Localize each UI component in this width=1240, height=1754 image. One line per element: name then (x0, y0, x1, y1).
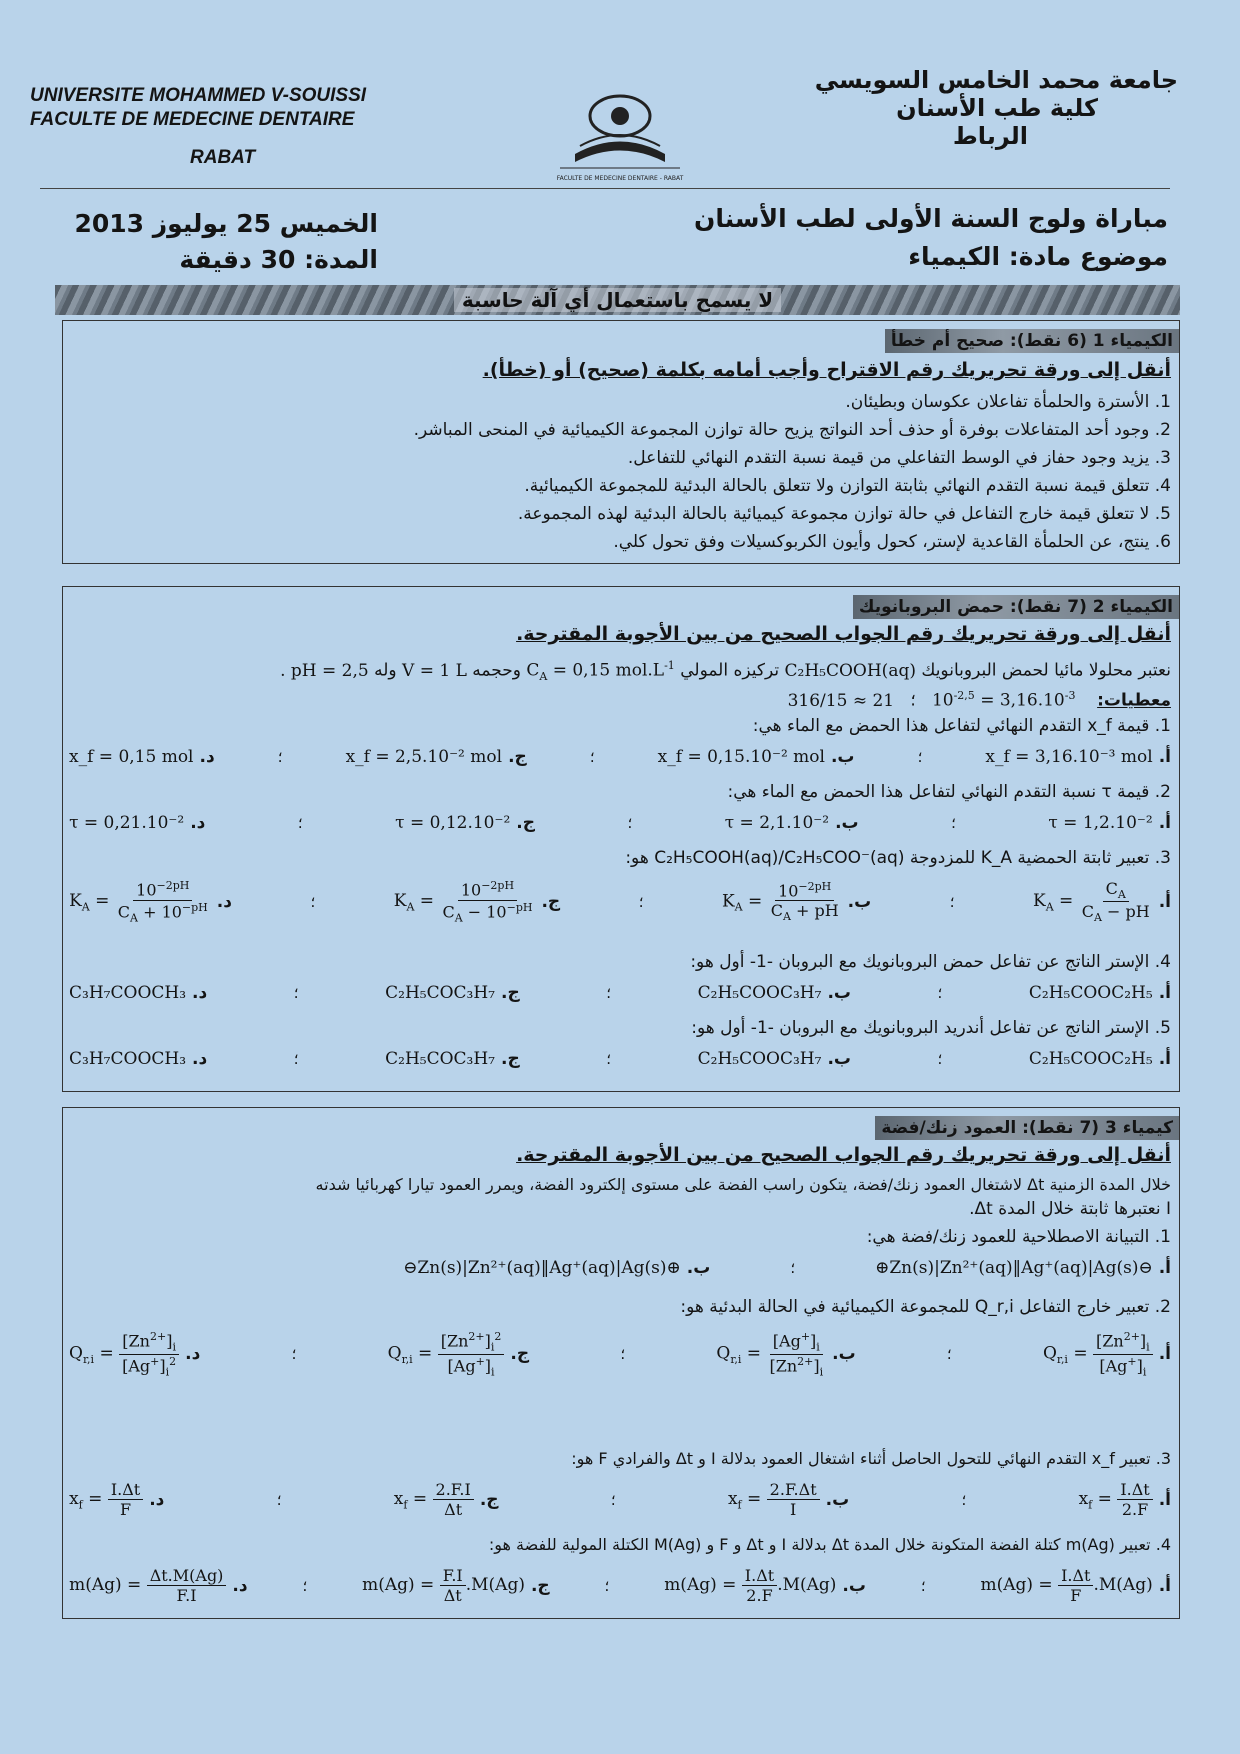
city-name-ar: الرباط (952, 122, 1028, 150)
option-b: ب. τ = 2,1.10⁻² (724, 813, 859, 833)
option-b: ب. m(Ag) = $\frac{I.\Delta t}{2.F}$ .M(Ag) (664, 1566, 866, 1605)
option-c: ج. $x_f$ = $\frac{2.F.I}{\Delta t}$ (393, 1480, 499, 1519)
option-d: د. x_f = 0,15 mol (69, 747, 215, 767)
part2-q1: 1. قيمة x_f التقدم النهائي لتفاعل هذا الحمض مع الماء هي: (752, 716, 1171, 736)
header-divider (40, 188, 1170, 189)
city-name: RABAT (190, 147, 256, 168)
exam-duration: المدة: 30 دقيقة (179, 245, 378, 274)
part3-q1-options: أ. ⊕Zn(s)|Zn²⁺(aq)‖Ag⁺(aq)|Ag(s)⊖ ؛ ب. ⊖Zn(s)|Zn²⁺(aq)‖Ag⁺(aq)|Ag(s)⊕ (403, 1258, 1171, 1278)
part3-q1: 1. التبيانة الاصطلاحية للعمود زنك/فضة هي: (866, 1227, 1171, 1247)
part3-instruction: أنقل إلى ورقة تحريريك رقم الجواب الصحيح من بين الأجوبة المقترحة. (516, 1144, 1171, 1166)
part2-q5: 5. الإستر الناتج عن تفاعل أندريد البروبانويك مع البروبان -1- أول هو: (691, 1018, 1171, 1038)
part3-intro-2: I نعتبرها ثابتة خلال المدة Δt. (969, 1199, 1171, 1219)
part2-title: الكيمياء 2 (7 نقط): حمض البروبانويك (853, 595, 1179, 619)
exam-title-block (648, 200, 1168, 276)
option-d: د. C₃H₇COOCH₃ (69, 1049, 208, 1069)
part1-item: 2. وجود أحد المتفاعلات بوفرة أو حذف أحد النواتج يزيح حالة توازن المجموعة الكيميائية في المنحى المباشر. (413, 420, 1171, 440)
option-d: د. $x_f$ = $\frac{I.\Delta t}{F}$ (69, 1480, 165, 1519)
option-b: ب. $x_f$ = $\frac{2.F.\Delta t}{I}$ (727, 1480, 850, 1519)
part1-box (62, 320, 1180, 564)
option-c: ج. τ = 0,12.10⁻² (395, 813, 535, 833)
option-a: أ. τ = 1,2.10⁻² (1048, 813, 1171, 833)
part3-q2: 2. تعبير خارج التفاعل Q_r,i للمجموعة الكيميائية في الحالة البدئية هو: (680, 1297, 1171, 1317)
faculty-logo (520, 84, 720, 184)
option-d: د. $Q_{r,i}$ = $\frac{[Zn^{2+}]_i}{[Ag^+]_i^2}$ (69, 1330, 201, 1379)
faculty-name: FACULTE DE MEDECINE DENTAIRE (30, 109, 355, 130)
part3-box (62, 1107, 1180, 1619)
part2-q2-options: أ. τ = 1,2.10⁻² ؛ ب. τ = 2,1.10⁻² ؛ ج. τ = 0,12.10⁻² ؛ د. τ = 0,21.10⁻² (69, 813, 1171, 833)
option-c: ج. $Q_{r,i}$ = $\frac{[Zn^{2+}]_i^2}{[Ag^+]_i}$ (387, 1330, 530, 1379)
part1-instruction: أنقل إلى ورقة تحريريك رقم الاقتراح وأجب أمامه بكلمة (صحيح) أو (خطأ). (482, 359, 1171, 381)
part2-q3-options: أ. $K_A$ = $\frac{C_A}{C_A - pH}$ ؛ ب. $K_A$ = $\frac{10^{-2pH}}{C_A + pH}$ ؛ ج. $K_A$ = $\frac{10^{-2pH}}{C_A - 10^{-pH}}$ ؛ د. $K_A$ = $\frac{10^{-2pH}}{C_A + 10^{-pH}}$ (69, 879, 1171, 925)
option-b: ب. $Q_{r,i}$ = $\frac{[Ag^+]_i}{[Zn^{2+}]_i}$ (716, 1330, 856, 1379)
option-a: أ. $Q_{r,i}$ = $\frac{[Zn^{2+}]_i}{[Ag^+]_i}$ (1042, 1330, 1171, 1379)
part3-q3: 3. تعبير x_f التقدم النهائي للتحول الحاصل أثناء اشتغال العمود بدلالة I و Δt والفرادي F هو: (571, 1449, 1171, 1468)
part1-title: الكيمياء 1 (6 نقط): صحيح أم خطأ (885, 329, 1179, 353)
part2-q1-options: أ. x_f = 3,16.10⁻³ mol ؛ ب. x_f = 0,15.10⁻² mol ؛ ج. x_f = 2,5.10⁻² mol ؛ د. x_f = 0,15 mol (69, 747, 1171, 767)
option-a: أ. x_f = 3,16.10⁻³ mol (985, 747, 1171, 767)
option-c: ج. C₂H₅COC₃H₇ (385, 983, 520, 1003)
option-b: ب. $K_A$ = $\frac{10^{-2pH}}{C_A + pH}$ (721, 879, 872, 924)
university-name-ar: جامعة محمد الخامس السويسي (814, 66, 1178, 94)
part3-q2-options: أ. $Q_{r,i}$ = $\frac{[Zn^{2+}]_i}{[Ag^+]_i}$ ؛ ب. $Q_{r,i}$ = $\frac{[Ag^+]_i}{[Zn^{2+}]_i}$ ؛ ج. $Q_{r,i}$ = $\frac{[Zn^{2+}]_i^2}{[Ag^+]_i}$ ؛ د. $Q_{r,i}$ = $\frac{[Zn^{2+}]_i}{[Ag^+]_i^2}$ (69, 1330, 1171, 1379)
exam-subject: موضوع مادة: الكيمياء (908, 242, 1168, 271)
option-c: ج. x_f = 2,5.10⁻² mol (345, 747, 527, 767)
part3-q4-options: أ. m(Ag) = $\frac{I.\Delta t}{F}$ .M(Ag) ؛ ب. m(Ag) = $\frac{I.\Delta t}{2.F}$ .M(Ag) ؛ ج. m(Ag) = $\frac{F.I}{\Delta t}$ .M(Ag) ؛ د. m(Ag) = $\frac{\Delta t.M(Ag)}{F.I}$ (69, 1566, 1171, 1605)
part2-q4: 4. الإستر الناتج عن تفاعل حمض البروبانويك مع البروبان -1- أول هو: (690, 952, 1171, 972)
logo-caption: FACULTE DE MEDECINE DENTAIRE - RABAT (556, 175, 684, 182)
option-b: ب. C₂H₅COOC₃H₇ (697, 983, 851, 1003)
part2-intro: نعتبر محلولا مائيا لحمض البروبانويك C₂H₅COOH(aq) تركيزه المولي $C_A = 0,15$ $mol.L^{-1}$ وحجمه V = 1 L وله . pH = 2,5 (280, 659, 1171, 684)
option-d: د. τ = 0,21.10⁻² (69, 813, 206, 833)
header-arabic (738, 66, 1178, 150)
header-french (30, 84, 490, 170)
option-b: ب. C₂H₅COOC₃H₇ (697, 1049, 851, 1069)
part2-q3: 3. تعبير ثابتة الحمضية K_A للمزدوجة C₂H₅COOH(aq)/C₂H₅COO⁻(aq) هو: (625, 848, 1171, 868)
option-a: أ. $K_A$ = $\frac{C_A}{C_A - pH}$ (1033, 879, 1171, 925)
calculator-notice: لا يسمح باستعمال أي آلة حاسبة (55, 285, 1180, 315)
exam-date-block (58, 206, 378, 278)
exam-date: الخميس 25 يوليوز 2013 (74, 209, 378, 238)
part2-instruction: أنقل إلى ورقة تحريريك رقم الجواب الصحيح من بين الأجوبة المقترحة. (516, 623, 1171, 645)
option-a: أ. $x_f$ = $\frac{I.\Delta t}{2.F}$ (1078, 1480, 1171, 1519)
part2-q2: 2. قيمة τ نسبة التقدم النهائي لتفاعل هذا الحمض مع الماء هي: (727, 782, 1171, 802)
exam-title: مباراة ولوج السنة الأولى لطب الأسنان (694, 204, 1168, 233)
part2-q5-options: أ. C₂H₅COOC₂H₅ ؛ ب. C₂H₅COOC₃H₇ ؛ ج. C₂H₅COC₃H₇ ؛ د. C₃H₇COOCH₃ (69, 1049, 1171, 1069)
part1-item: 3. يزيد وجود حفاز في الوسط التفاعلي من قيمة نسبة التقدم النهائي للتفاعل. (627, 448, 1171, 468)
option-d: د. C₃H₇COOCH₃ (69, 983, 208, 1003)
option-c: ج. $K_A$ = $\frac{10^{-2pH}}{C_A - 10^{-pH}}$ (393, 879, 561, 925)
part1-item: 4. تتعلق قيمة نسبة التقدم النهائي بثابتة التوازن ولا تتعلق بالحالة البدئية للمجموعة الكيميائية. (524, 476, 1171, 496)
option-a: أ. C₂H₅COOC₂H₅ (1028, 1049, 1171, 1069)
option-a: أ. ⊕Zn(s)|Zn²⁺(aq)‖Ag⁺(aq)|Ag(s)⊖ (875, 1258, 1171, 1278)
part2-box (62, 586, 1180, 1092)
option-b: ب. x_f = 0,15.10⁻² mol (657, 747, 855, 767)
part1-item: 5. لا تتعلق قيمة خارج التفاعل في حالة توازن مجموعة كيميائية بالحالة البدئية لهذه المجموعة. (517, 504, 1171, 524)
option-d: د. m(Ag) = $\frac{\Delta t.M(Ag)}{F.I}$ (69, 1566, 248, 1605)
part3-title: كيمياء 3 (7 نقط): العمود زنك/فضة (875, 1116, 1179, 1140)
faculty-name-ar: كلية طب الأسنان (896, 94, 1098, 122)
option-d: د. $K_A$ = $\frac{10^{-2pH}}{C_A + 10^{-pH}}$ (69, 879, 232, 925)
option-c: ج. m(Ag) = $\frac{F.I}{\Delta t}$ .M(Ag) (362, 1566, 550, 1605)
part3-q3-options: أ. $x_f$ = $\frac{I.\Delta t}{2.F}$ ؛ ب. $x_f$ = $\frac{2.F.\Delta t}{I}$ ؛ ج. $x_f$ = $\frac{2.F.I}{\Delta t}$ ؛ د. $x_f$ = $\frac{I.\Delta t}{F}$ (69, 1480, 1171, 1519)
university-name: UNIVERSITE MOHAMMED V-SOUISSI (30, 85, 367, 106)
part1-item: 6. ينتج، عن الحلمأة القاعدية لإستر، كحول وأيون الكربوكسيلات وفق تحول كلي. (613, 532, 1171, 552)
part1-item: 1. الأسترة والحلمأة تفاعلان عكوسان وبطيئان. (845, 392, 1171, 412)
option-a: أ. m(Ag) = $\frac{I.\Delta t}{F}$ .M(Ag) (980, 1566, 1171, 1605)
option-c: ج. C₂H₅COC₃H₇ (385, 1049, 520, 1069)
part2-givens: معطيات: $10^{-2,5} = 3,16.10^{-3}$ ؛ 316/15 ≈ 21 (787, 689, 1171, 711)
option-b: ب. ⊖Zn(s)|Zn²⁺(aq)‖Ag⁺(aq)|Ag(s)⊕ (403, 1258, 711, 1278)
part3-intro: خلال المدة الزمنية Δt لاشتغال العمود زنك/فضة، يتكون راسب الفضة على مستوى إلكترود الفضة، ويمرر العمود تيارا كهربائيا شدته (315, 1175, 1171, 1194)
part3-q4: 4. تعبير m(Ag) كتلة الفضة المتكونة خلال المدة Δt بدلالة I و Δt و F و M(Ag) الكتلة المولية للفضة هو: (488, 1535, 1171, 1554)
part2-q4-options: أ. C₂H₅COOC₂H₅ ؛ ب. C₂H₅COOC₃H₇ ؛ ج. C₂H₅COC₃H₇ ؛ د. C₃H₇COOCH₃ (69, 983, 1171, 1003)
option-a: أ. C₂H₅COOC₂H₅ (1028, 983, 1171, 1003)
